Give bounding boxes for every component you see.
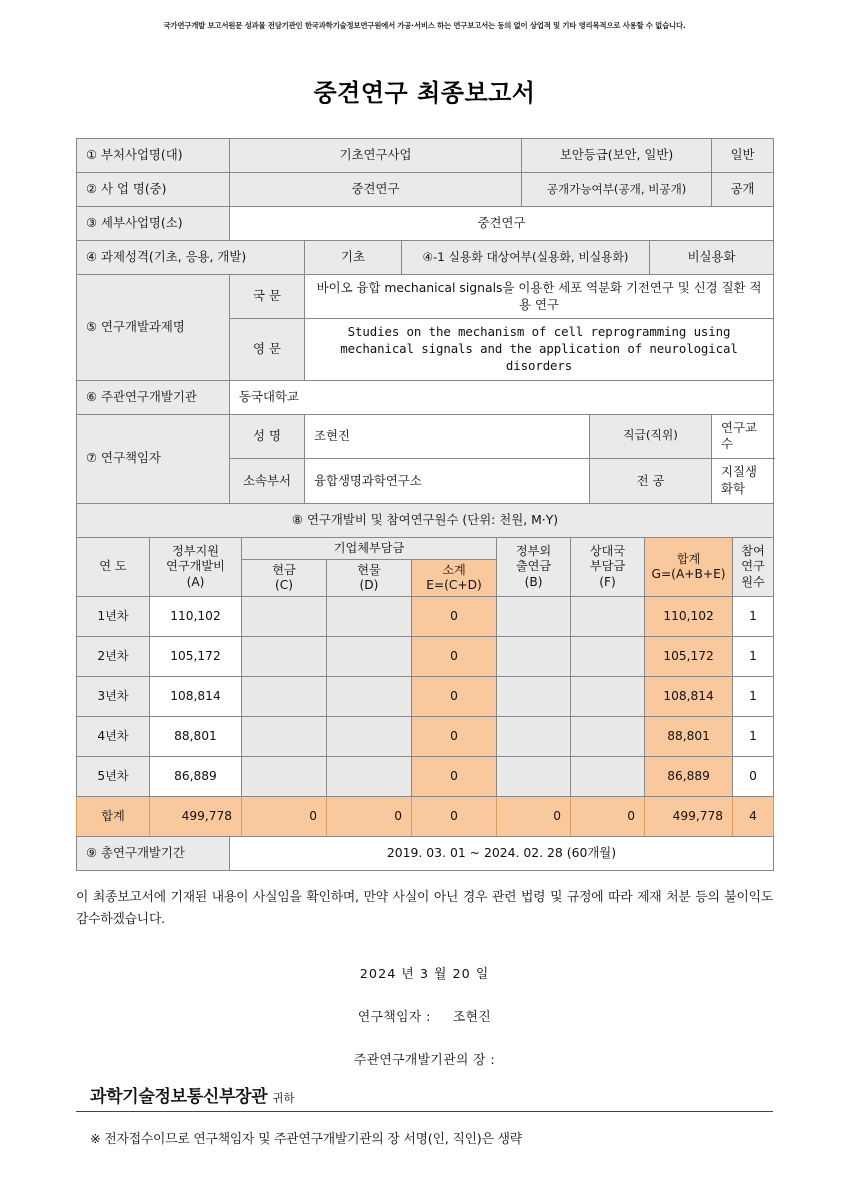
value-total-period: 2019. 03. 01 ~ 2024. 02. 28 (60개월) [230,837,774,871]
table-row-host-institution [77,380,774,414]
cell-nongov [497,637,571,677]
label-pi-major: 전 공 [590,459,712,503]
inkind-line-1: 현물 [357,562,381,577]
value-pi-position: 연구교수 [712,414,774,458]
minister-title: 과학기술정보통신부장관 [90,1087,268,1108]
label-detail-program: ③ 세부사업명(소) [77,207,230,241]
label-principal-investigator: ⑦ 연구책임자 [77,414,230,503]
cell-total-partner: 0 [571,797,645,837]
cell-total-cash: 0 [242,797,327,837]
cell-subtotal: 0 [412,597,497,637]
cell-subtotal: 0 [412,757,497,797]
cell-total-grand-total: 499,778 [645,797,733,837]
table-row-total [77,797,774,837]
label-security-grade: 보안등급(보안, 일반) [522,139,712,173]
budget-table [76,537,774,838]
total-line-1: 합계 [676,551,701,566]
partner-line-3: (F) [599,574,616,589]
cell-inkind [327,637,412,677]
gov-funding-line-3: (A) [186,574,205,589]
label-host-institution: ⑥ 주관연구개발기관 [77,380,230,414]
label-ministry-program: ① 부처사업명(대) [77,139,230,173]
gov-funding-line-1: 정부지원 [171,544,220,559]
copyright-notice: 국가연구개발 보고서원문 성과물 전담기관인 한국과학기술정보연구원에서 가공·서비스 하는 연구보고서는 동의 없이 상업적 및 기타 영리목적으로 사용할 수 없습니다. [163,21,686,30]
cell-grand-total: 108,814 [645,677,733,717]
cell-grand-total: 86,889 [645,757,733,797]
info-table [76,138,774,538]
cell-year: 4년차 [77,717,150,757]
cell-subtotal: 0 [412,677,497,717]
col-header-inkind [327,559,412,597]
value-pi-major: 지질생화학 [712,459,774,503]
label-public-availability: 공개가능여부(공개, 비공개) [522,173,712,207]
table-row-title-korean [77,275,774,319]
table-row-total-period [77,837,774,871]
cell-total-label: 합계 [77,797,150,837]
cell-gov-funding: 88,801 [150,717,242,757]
signature-date: 2024 년 3 월 20 일 [359,967,490,983]
partner-line-2: 부담금 [589,559,626,574]
table-row-budget-section-title [77,503,774,537]
cell-partner [571,597,645,637]
nongov-line-2: 출연금 [515,559,552,574]
nongov-line-3: (B) [524,574,543,589]
value-pi-name: 조현진 [305,414,590,458]
cell-nongov [497,597,571,637]
researchers-line-1: 참여 [741,544,765,559]
cell-inkind [327,757,412,797]
col-header-grand-total [645,537,733,597]
value-title-english: Studies on the mechanism of cell reprogramming using mechanical signals and the application of neurological disorders [305,319,774,380]
cash-line-1: 현금 [272,562,296,577]
budget-section-title: ⑧ 연구개발비 및 참여연구원수 (단위: 천원, M·Y) [77,503,774,537]
table-row [77,677,774,717]
cell-researcher-count: 1 [733,597,774,637]
cell-researcher-count: 1 [733,637,774,677]
cell-inkind [327,597,412,637]
cell-subtotal: 0 [412,637,497,677]
table-row [77,757,774,797]
cell-cash [242,757,327,797]
cell-year: 1년차 [77,597,150,637]
cell-researcher-count: 1 [733,717,774,757]
nongov-line-1: 정부외 [515,544,552,559]
table-row-ministry-program [77,139,774,173]
cell-cash [242,597,327,637]
col-header-company-contribution: 기업체부담금 [242,537,497,559]
cell-partner [571,677,645,717]
label-program-name: ② 사 업 명(중) [77,173,230,207]
col-header-year: 연 도 [77,537,150,597]
cell-subtotal: 0 [412,717,497,757]
cell-total-subtotal: 0 [412,797,497,837]
cell-grand-total: 105,172 [645,637,733,677]
table-row [77,717,774,757]
value-project-type: 기초 [305,241,402,275]
col-header-cash [242,559,327,597]
budget-header-row-1 [77,537,774,559]
report-cover-table [76,138,773,871]
table-row-project-type [77,241,774,275]
col-header-gov-funding [150,537,242,597]
table-row-program-name [77,173,774,207]
value-program-name: 중견연구 [230,173,522,207]
cell-total-inkind: 0 [327,797,412,837]
cell-grand-total: 110,102 [645,597,733,637]
cash-line-2: (C) [274,578,294,593]
cell-year: 3년차 [77,677,150,717]
cell-total-gov-funding: 499,778 [150,797,242,837]
cell-researcher-count: 1 [733,677,774,717]
cell-total-nongov: 0 [497,797,571,837]
minister-honorific: 귀하 [272,1091,295,1106]
confirmation-statement: 이 최종보고서에 기재된 내용이 사실임을 확인하며, 만약 사실이 아닌 경우 관련 법령 및 규정에 따라 제재 처분 등의 불이익도 감수하겠습니다. [76,890,773,928]
table-row [77,597,774,637]
col-header-researcher-count [733,537,774,597]
inkind-line-2: (D) [359,578,379,593]
table-row-pi-name [77,414,774,458]
cell-year: 2년차 [77,637,150,677]
value-pi-department: 융합생명과학연구소 [305,459,590,503]
cell-grand-total: 88,801 [645,717,733,757]
cell-inkind [327,677,412,717]
value-ministry-program: 기초연구사업 [230,139,522,173]
researchers-line-2: 연구원수 [741,559,765,589]
electronic-submission-note: ※ 전자접수이므로 연구책임자 및 주관연구개발기관의 장 서명(인, 직인)은 생략 [90,1132,522,1148]
page-title: 중견연구 최종보고서 [313,79,536,107]
label-pi-department: 소속부서 [230,459,305,503]
org-head-signature-line: 주관연구개발기관의 장 : [353,1053,496,1069]
cell-nongov [497,677,571,717]
cell-gov-funding: 108,814 [150,677,242,717]
col-header-partner-country [571,537,645,597]
pi-signature-line [0,1006,849,1025]
cell-cash [242,717,327,757]
value-host-institution: 동국대학교 [230,380,774,414]
label-project-title: ⑤ 연구개발과제명 [77,275,230,381]
label-total-period: ⑨ 총연구개발기간 [77,837,230,871]
value-public-availability: 공개 [712,173,774,207]
cell-nongov [497,757,571,797]
cell-total-researcher-count: 4 [733,797,774,837]
cell-partner [571,717,645,757]
label-commercialization: ④-1 실용화 대상여부(실용화, 비실용화) [402,241,650,275]
label-pi-name: 성 명 [230,414,305,458]
pi-signature-name: 조현진 [452,1010,492,1026]
subtotal-line-2: E=(C+D) [426,578,482,593]
cell-gov-funding: 110,102 [150,597,242,637]
cell-gov-funding: 105,172 [150,637,242,677]
cell-cash [242,637,327,677]
label-title-korean: 국 문 [230,275,305,319]
cell-researcher-count: 0 [733,757,774,797]
subtotal-line-1: 소계 [442,562,466,577]
total-line-2: G=(A+B+E) [651,566,726,581]
cell-cash [242,677,327,717]
cell-inkind [327,717,412,757]
label-project-type: ④ 과제성격(기초, 응용, 개발) [77,241,305,275]
value-security-grade: 일반 [712,139,774,173]
col-header-subtotal [412,559,497,597]
value-detail-program: 중견연구 [230,207,774,241]
gov-funding-line-2: 연구개발비 [166,559,225,574]
cell-partner [571,637,645,677]
cell-gov-funding: 86,889 [150,757,242,797]
value-commercialization: 비실용화 [650,241,774,275]
table-row [77,637,774,677]
cell-year: 5년차 [77,757,150,797]
partner-line-1: 상대국 [589,544,626,559]
table-row-detail-program [77,207,774,241]
minister-addressee [76,1082,773,1112]
period-table [76,836,774,871]
cell-partner [571,757,645,797]
label-title-english: 영 문 [230,319,305,380]
label-pi-position: 직급(직위) [590,414,712,458]
cell-nongov [497,717,571,757]
pi-signature-label: 연구책임자 : [357,1010,431,1026]
value-title-korean: 바이오 융합 mechanical signals을 이용한 세포 역분화 기전연구 및 신경 질환 적용 연구 [305,275,774,319]
col-header-nongov-funding [497,537,571,597]
